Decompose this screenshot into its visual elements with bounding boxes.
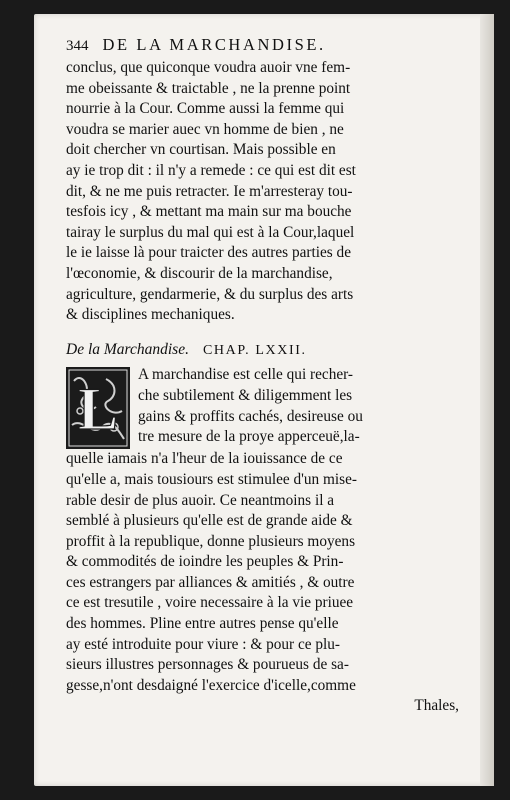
drop-cap-ornament [66, 367, 130, 449]
chapter-title: De la Marchandise. [66, 340, 189, 358]
page-number: 344 [66, 38, 89, 54]
text-line: le ie laisse là pour traicter des autres parties de [66, 244, 351, 262]
chapter-number: CHAP. LXXII. [202, 342, 307, 358]
text-line: sieurs illustres personnages & pourueus de sa- [66, 656, 349, 674]
text-line: ay esté introduite pour viure : & pour ce plu- [66, 635, 340, 653]
text-line: tre mesure de la proye apperceuë,la- [138, 428, 360, 446]
text-line: quelle iamais n'a l'heur de la iouissance de ce [66, 450, 343, 468]
ornamental-initial-icon [66, 367, 130, 449]
text-line: l'œconomie, & discourir de la marchandise, [66, 264, 333, 282]
text-line: ces estrangers par alliances & amitiés , & outre [66, 573, 355, 591]
text-line: doit chercher vn courtisan. Mais possible en [66, 141, 336, 159]
text-line: tairay le surplus du mal qui est à la Cour,laquel [66, 223, 355, 241]
text-line: tesfois icy , & mettant ma main sur ma bouche [66, 203, 352, 221]
paragraph-previous-chapter [66, 58, 461, 326]
text-line: semblé à plusieurs qu'elle est de grande aide & [66, 512, 353, 530]
text-line: ce est tresutile , voire necessaire à la vie priuee [66, 594, 354, 612]
text-line: rable desir de plus auoir. Ce neantmoins il a [66, 491, 335, 509]
text-line: conclus, que quiconque voudra auoir vne fem- [66, 59, 351, 76]
catchword: Thales, [414, 697, 459, 715]
text-line: & commodités de ioindre les peuples & Prin- [66, 553, 344, 571]
text-line: proffit à la republique, donne plusieurs moyens [66, 532, 356, 550]
text-line: che subtilement & diligemment les [138, 386, 353, 404]
chapter-lines-full [66, 449, 461, 696]
chapter-body [66, 365, 461, 717]
text-line: ay ie trop dit : il n'y a remede : ce qui est dit est [66, 161, 356, 179]
text-line: gains & proffits cachés, desireuse ou [138, 407, 363, 425]
text-line: des hommes. Pline entre autres pense qu'elle [66, 615, 339, 633]
text-line: me obeissante & traictable , ne la prenne point [66, 79, 351, 97]
text-line: dit, & ne me puis retracter. Ie m'arresteray tou- [66, 182, 353, 200]
running-title: DE LA MARCHANDISE. [102, 35, 326, 54]
text-line: qu'elle a, mais tousiours est stimulee d'un mise- [66, 470, 358, 488]
drop-cap-letter: L [77, 376, 119, 443]
text-line: gesse,n'ont desdaigné l'exercice d'icelle,comme [66, 676, 356, 694]
text-line: voudra se marier auec vn homme de bien , ne [66, 120, 344, 138]
running-head [66, 34, 461, 57]
text-line: A marchandise est celle qui recher- [138, 366, 354, 384]
chapter-heading [66, 340, 461, 362]
text-line: & disciplines mechaniques. [66, 306, 235, 324]
text-line: nourrie à la Cour. Comme aussi la femme qui [66, 100, 345, 118]
text-block [66, 34, 461, 717]
text-line: agriculture, gendarmerie, & du surplus des arts [66, 285, 354, 303]
page-edge-shadow [480, 14, 494, 786]
